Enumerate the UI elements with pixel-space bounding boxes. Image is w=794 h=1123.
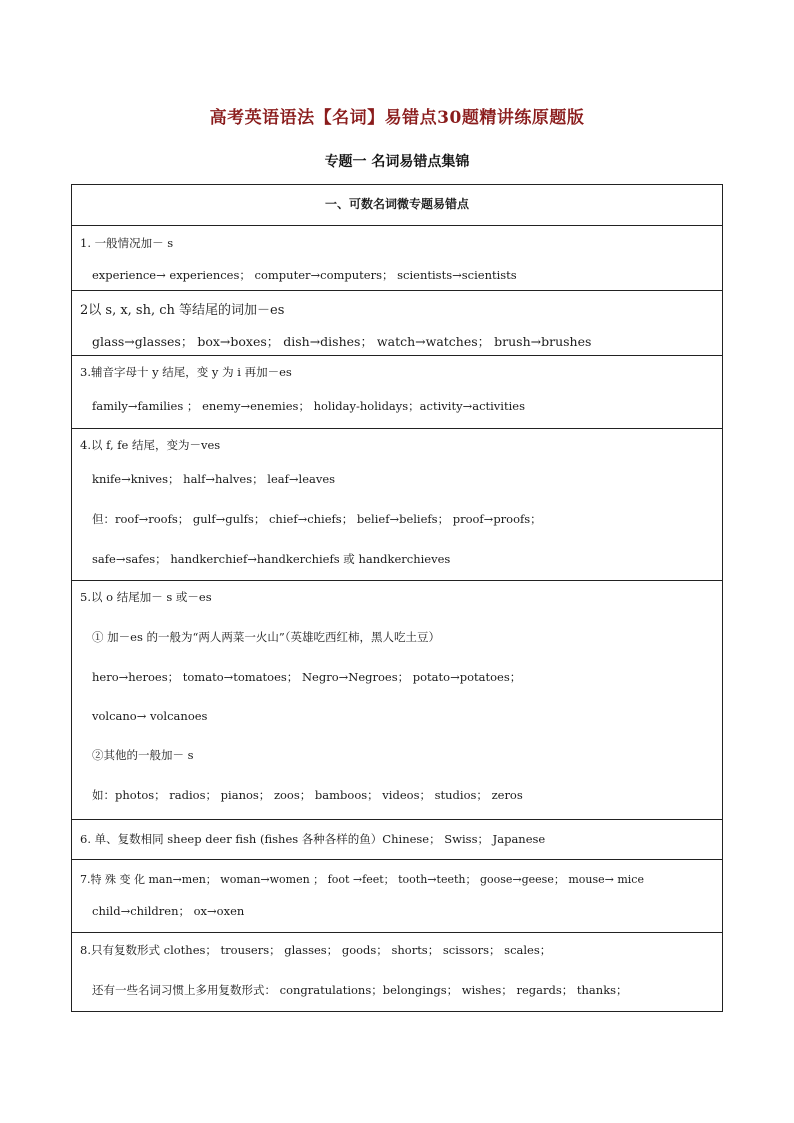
page-title: 高考英语语法【名词】易错点30题精讲练原题版 — [209, 108, 585, 128]
section-title: 3.辅音字母十 y 结尾，变 y 为 i 再加－es — [80, 365, 292, 379]
section-5 — [72, 581, 723, 820]
section-title: 2以 s, x, sh, ch 等结尾的词加－es — [80, 303, 285, 318]
section-title: 4.以 f, fe 结尾，变为－ves — [80, 438, 221, 452]
section-title: 1. 一般情况加－ s — [80, 236, 174, 250]
example-line: knife→knives； half→halves； leaf→leaves — [92, 472, 336, 486]
section-subtitle: 专题一 名词易错点集锦 — [324, 154, 470, 170]
example-line: child→children； ox→oxen — [92, 904, 245, 918]
section-1 — [72, 226, 723, 291]
section-title: 6. 单、复数相同 sheep deer fish (fishes 各种各样的鱼）Chinese； Swiss； Japanese — [80, 832, 546, 846]
section-2 — [72, 291, 723, 356]
section-title: 8.只有复数形式 clothes； trousers； glasses； goods； shorts； scissors； scales； — [80, 943, 552, 957]
example-line: 但：roof→roofs； gulf→gulfs； chief→chiefs； belief→beliefs； proof→proofs； — [92, 512, 542, 526]
table-header: 一、可数名词微专题易错点 — [72, 185, 723, 226]
section-3 — [72, 356, 723, 429]
example-line: ②其他的一般加－ s — [92, 748, 194, 762]
section-6 — [72, 820, 723, 860]
error-points-table — [71, 184, 723, 1012]
section-8 — [72, 933, 723, 1012]
section-4 — [72, 429, 723, 581]
example-line: hero→heroes； tomato→tomatoes； Negro→Negroes； potato→potatoes； — [92, 670, 522, 684]
example-line: ① 加－es 的一般为“两人两菜一火山”（英雄吃西红柿，黑人吃土豆） — [92, 630, 441, 644]
example-line: experience→ experiences； computer→computers； scientists→scientists — [92, 268, 517, 282]
example-line: 如：photos； radios； pianos； zoos； bamboos； videos； studios； zeros — [92, 788, 523, 802]
example-line: safe→safes； handkerchief→handkerchiefs 或 handkerchieves — [92, 552, 451, 566]
section-title: 5.以 o 结尾加－ s 或－es — [80, 590, 212, 604]
example-line: family→families ； enemy→enemies； holiday-holidays；activity→activities — [92, 399, 525, 413]
section-title: 7.特 殊 变 化 man→men； woman→women ； foot →feet； tooth→teeth； goose→geese； mouse→ mice — [80, 873, 644, 886]
section-7 — [72, 860, 723, 933]
example-line: 还有一些名词习惯上多用复数形式： congratulations；belongings； wishes； regards； thanks； — [92, 983, 628, 997]
example-line: glass→glasses； box→boxes； dish→dishes； watch→watches； brush→brushes — [92, 334, 592, 349]
example-line: volcano→ volcanoes — [92, 709, 208, 723]
